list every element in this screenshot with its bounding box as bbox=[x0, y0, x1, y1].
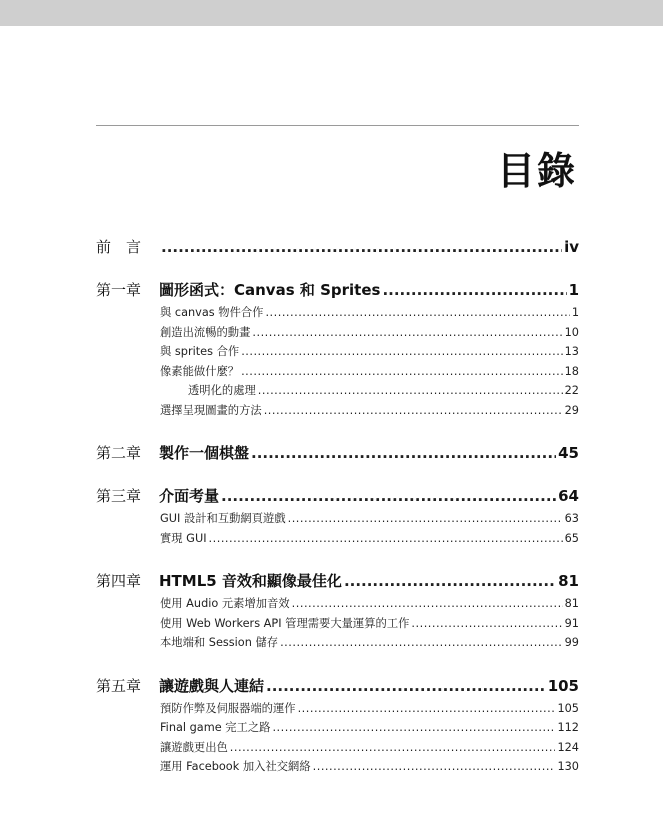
section-list bbox=[96, 700, 579, 778]
section-title: 使用 Web Workers API 管理需要大量運算的工作 bbox=[160, 616, 410, 630]
section-page-number: 22 bbox=[564, 384, 579, 397]
chapter-title: 介面考量 bbox=[159, 487, 220, 505]
dot-leader bbox=[411, 617, 562, 630]
dot-leader bbox=[258, 384, 563, 397]
table-of-contents bbox=[96, 236, 579, 778]
chapter-number: 第三章 bbox=[96, 487, 142, 505]
toc-section-row[interactable] bbox=[160, 304, 579, 324]
section-title: 本地端和 Session 儲存 bbox=[160, 636, 279, 649]
section-page-number: 81 bbox=[564, 597, 579, 610]
section-list bbox=[96, 510, 579, 549]
toc-chapter-row[interactable] bbox=[96, 485, 579, 507]
section-page-number: 63 bbox=[564, 512, 579, 525]
chapter-number: 第四章 bbox=[96, 572, 142, 590]
toc-chapter-row[interactable] bbox=[96, 236, 579, 258]
dot-leader bbox=[266, 677, 546, 695]
section-page-number: 13 bbox=[564, 345, 579, 358]
section-page-number: 105 bbox=[557, 701, 579, 715]
dot-leader bbox=[209, 532, 563, 545]
dot-leader bbox=[382, 281, 566, 299]
section-page-number: 18 bbox=[564, 364, 579, 378]
toc-section-row[interactable] bbox=[160, 739, 579, 759]
chapter-page-number: 81 bbox=[558, 572, 579, 590]
toc-chapter-row[interactable] bbox=[96, 675, 579, 697]
dot-leader bbox=[313, 760, 556, 773]
toc-section-row[interactable] bbox=[160, 343, 579, 363]
toc-chapter-row[interactable] bbox=[96, 570, 579, 592]
section-title: 與 canvas 物件合作 bbox=[160, 306, 264, 319]
section-page-number: 10 bbox=[564, 325, 579, 339]
section-title: 實現 GUI bbox=[160, 531, 207, 545]
toc-section-row[interactable] bbox=[160, 324, 579, 344]
section-title: 像素能做什麼？ bbox=[160, 364, 240, 378]
section-list bbox=[96, 595, 579, 654]
page-top-band bbox=[0, 0, 663, 26]
chapter-number: 第五章 bbox=[96, 676, 142, 695]
toc-section-row[interactable] bbox=[160, 530, 579, 550]
section-title: 與 sprites 合作 bbox=[160, 345, 240, 358]
dot-leader bbox=[241, 345, 562, 358]
chapter-number: 第一章 bbox=[96, 281, 142, 299]
section-title: 預防作弊及伺服器端的運作 bbox=[160, 701, 296, 715]
chapter-number: 前 言 bbox=[96, 238, 142, 256]
section-page-number: 29 bbox=[564, 403, 579, 417]
page-title: 目錄 bbox=[496, 149, 577, 193]
header-rule bbox=[96, 125, 579, 126]
toc-chapter-row[interactable] bbox=[96, 279, 579, 301]
section-page-number: 91 bbox=[564, 616, 579, 630]
section-title: 透明化的處理 bbox=[188, 384, 256, 397]
section-page-number: 65 bbox=[564, 531, 579, 545]
dot-leader bbox=[288, 512, 563, 525]
chapter-title: 製作一個棋盤 bbox=[159, 444, 250, 462]
section-title: 運用 Facebook 加入社交網絡 bbox=[160, 760, 311, 773]
dot-leader bbox=[298, 702, 556, 715]
section-title: GUI 設計和互動網頁遊戲 bbox=[160, 512, 286, 525]
toc-section-row[interactable] bbox=[160, 700, 579, 720]
toc-section-row[interactable] bbox=[160, 758, 579, 778]
chapter-page-number: 45 bbox=[558, 444, 579, 462]
section-list bbox=[96, 304, 579, 421]
chapter-page-number: 1 bbox=[568, 281, 579, 299]
dot-leader bbox=[241, 365, 563, 378]
section-page-number: 124 bbox=[557, 740, 579, 754]
chapter-page-number: 105 bbox=[547, 676, 579, 695]
chapter-page-number: iv bbox=[564, 238, 579, 256]
section-page-number: 1 bbox=[571, 306, 579, 319]
section-page-number: 99 bbox=[564, 636, 579, 649]
dot-leader bbox=[252, 326, 562, 339]
toc-section-row[interactable] bbox=[160, 719, 579, 739]
dot-leader bbox=[251, 444, 556, 462]
dot-leader bbox=[264, 404, 563, 417]
section-page-number: 130 bbox=[557, 760, 579, 773]
dot-leader bbox=[265, 306, 569, 319]
chapter-page-number: 64 bbox=[558, 487, 579, 505]
toc-section-row[interactable] bbox=[160, 382, 579, 402]
chapter-number: 第二章 bbox=[96, 444, 142, 462]
toc-section-row[interactable] bbox=[160, 634, 579, 654]
section-title: 創造出流暢的動畫 bbox=[160, 325, 251, 339]
toc-chapter-row[interactable] bbox=[96, 442, 579, 464]
chapter-title: 圖形函式：Canvas 和 Sprites bbox=[159, 281, 381, 299]
section-page-number: 112 bbox=[557, 721, 579, 734]
toc-section-row[interactable] bbox=[160, 615, 579, 635]
dot-leader bbox=[221, 487, 556, 505]
section-title: 使用 Audio 元素增加音效 bbox=[160, 597, 290, 610]
toc-section-row[interactable] bbox=[160, 510, 579, 530]
section-title: 讓遊戲更出色 bbox=[160, 740, 228, 754]
toc-section-row[interactable] bbox=[160, 595, 579, 615]
section-title: Final game 完工之路 bbox=[160, 721, 271, 734]
toc-section-row[interactable] bbox=[160, 402, 579, 422]
dot-leader bbox=[280, 636, 563, 649]
chapter-title: HTML5 音效和顯像最佳化 bbox=[159, 572, 342, 590]
dot-leader bbox=[292, 597, 563, 610]
dot-leader bbox=[272, 721, 555, 734]
toc-section-row[interactable] bbox=[160, 363, 579, 383]
dot-leader bbox=[344, 572, 556, 590]
chapter-title: 讓遊戲與人連結 bbox=[159, 676, 265, 695]
section-title: 選擇呈現圖畫的方法 bbox=[160, 403, 262, 417]
dot-leader bbox=[161, 238, 562, 256]
dot-leader bbox=[230, 741, 556, 754]
